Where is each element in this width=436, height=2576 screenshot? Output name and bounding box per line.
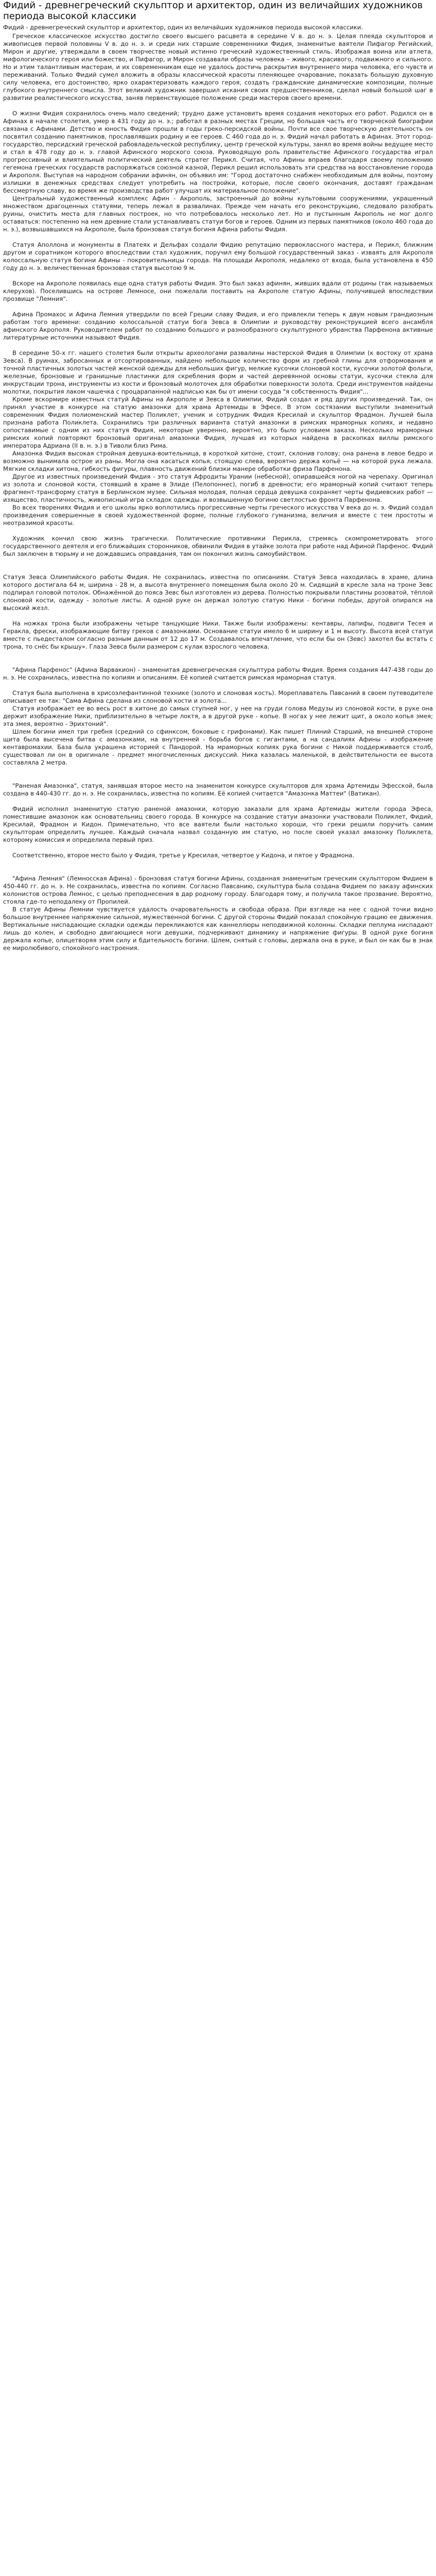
- article-paragraph: Статуя была выполнена в хрисоэлефантинной технике (золото и слоновая кость). Мореплаватель Павсаний в своем путеводителе описывает ее так: "Сама Афина сделана из слоновой кости и золота...: [3, 689, 433, 704]
- article-paragraph: Статуя Аполлона и монументы в Платеях и Дельфах создали Фидию репутацию первоклассного мастера, и Перикл, ближним другом и соратником которого впоследствии стал художник, поручил ему большой государственный заказ - изваять для Акрополя колоссальную статуя богини Афины - покровительницы города. На площади Акрополя, недалеко от входа, была установлена в 450 году до н. э. величественная бронзовая статуя высотою 9 м.: [3, 241, 433, 272]
- article: [0, 0, 436, 954]
- article-lead: Фидий - древнегреческий скульптор и архитектор, один из величайших художников периода высокой классики.: [3, 24, 363, 31]
- article-paragraph: Статуя изображает ее во весь рост в хитоне до самых ступней ног, у нее на груди голова Медузы из слоновой кости, в руке она держит изображение Ники, приблизительно в четыре локтя, а в другой руке - копье. В ногах у нее лежит щит, а около копья змея; эта змея, вероятно - Эрихтоний".: [3, 705, 433, 727]
- article-paragraph: Соответственно, второе место было у Фидия, третье у Кресилая, четвертое у Кидона, и пятое у Фрадмона.: [12, 852, 355, 859]
- article-paragraph: Центральный художественный комплекс Афин - Акрополь, застроенный до войны культовыми сооружениями, украшенный множеством драгоценных статуями, теперь лежал в развалинах. Прежде чем начать его реконструкцию, следовало разобрать руины, очистить места для главных построек, но что потребовалось несколько лет. Но и пустынным Акрополь не мог долго оставаться: постепенно на нем древние стали устанавливать статуи богов и героев. Одним из первых памятников (около 460 года до н. э.), возвышавшихся на Акрополе, была бронзовая статуя богиня Афина работы Фидия.: [3, 195, 433, 233]
- article-paragraph: Художник кончил свою жизнь трагически. Политические противники Перикла, стремясь скомпрометировать этого государственного деятеля и его ближайших сторонников, обвинили Фидия в утайке золота при работе над Афиной Парфенос. Фидий был заключен в тюрьму и не дождавшись оправдания, там он покончил жизнь самоубийством.: [3, 535, 433, 557]
- article-paragraph: Афина Промахос и Афина Лемния утвердили по всей Греции славу Фидия, и его привлекли теперь к двум новым грандиозным работам того времени: созданию колоссальной статуи бога Зевса в Олимпии и руководству реконструкцией всего ансамбля афинского Акрополя. Руководителем работ по созданию большого и разнообразного скульптурного убранства Парфенона активные литературные источники называют Фидия.: [3, 311, 433, 341]
- article-paragraph: Во всех творениях Фидия и его школы ярко воплотились прогрессивные черты греческого искусства V века до н. э. Фидий создал произведения совершенные в своей художественной форме, полные глубокого гуманизма, величия и вместе с тем простоты и неотразимой красоты.: [3, 504, 433, 527]
- article-paragraph: Другое из известных произведений Фидия - это статуя Афродиты Урании (небесной), опиравшейся ногой на черепаху. Оригинал из золота и слоновой кости, стоявший в храме в Элиде (Пелопоннес), погиб в древности; его мраморный копий считают теперь фрагмент-трансформу статуя в Берлинском музее. Сильная молодая, полная сердца девушка сохраняет черты фидиевских работ — изящество, пластичность, живописный игра складок одежды. и возвышенную богиню светлостью фронта Парфенона.: [3, 473, 433, 503]
- article-body: [3, 32, 433, 952]
- article-paragraph: Кроме вскормире известных статуй Афины на Акрополе и Зевса в Олимпии, Фидий создал и ряд других произведений. Так, он принял участие в конкурсе на статую амазонки для храма Артемиды в Эфесе. В этом состязании выступили знаменитый современник Фидия полиоменский мастер Поликлет, ученик и сотрудник Фидия Кресилай и скульптор Фрадмон. Лучшей была признана работа Поликлета. Сохранились три различных варианта статуй амазонки в римских мраморных копиях, и недавно сопоставимые с одним из них статуя Фидия, некоторые уверенно, вероятно, это было условием заказа. Несколько мраморных римских копий повторяют бронзовый оригинал амазонки Фидия, лучшая из которых найдена в раскопках виллы римского императора Адриана (II в. н. э.) в Тиволи близ Рима.: [3, 396, 433, 449]
- article-title: Фидий - древнегреческий скульптор и архитектор, один из величайших художников периода высокой классики: [3, 0, 423, 22]
- article-paragraph: В статуе Афины Лемнии чувствуется удалость очаровательность и свобода образа. При взгляде на нее с одной точки видно большое внутреннее напряжение сильной, мужественной богини. С другой стороны Фидий показал спокойную грацию ее движения. Вертикальные ниспадающие складки одежды перекликаются как каннеллюры неподвижной колонны. Складки пеплума ниспадают лишь до колен, и свободно двигающиеся ноги девушки, подчеркивают динамику и напряжение фигуры. В одной руке богиня держала копье, олицетворяя этим силу и бдительность богини. Шлем, снятый с головы, держала она в руке, и был он как бы в знак ее миролюбивого, спокойного настроения.: [3, 906, 433, 952]
- article-paragraph: На ножках трона были изображены четыре танцующие Ники. Также были изображены: кентавры, лапифы, подвиги Тесея и Геракла, фрески, изображающие битву греков с амазонками. Основание статуи имело 6 м ширину и 1 м высоту. Высота всей статуи вместе с пьедесталом согласно разным данным от 12 до 17 м. Создавалось впечатление, что если бы он (Зевс) захотел бы встать с трона, то снёс бы крышу». Глаза Зевса были размером с кулак взрослого человека.: [3, 620, 433, 650]
- article-paragraph: О жизни Фидия сохранилось очень мало сведений; трудно даже установить время создания некоторых его работ. Родился он в Афинах в начале столетия, умер в 431 году до н. э.; работал в разных местах Греции, но большая часть его творческой биографии связана с Афинами. Детство и юность Фидия прошли в годы греко-персидской войны. Почти все свое творческую деятельность он посвятил созданию памятников, прославлявших родину и ее героев. С 460 года до н. э. Фидий начал работать в Афинах. Этот город-государство, персидский греческой рабовладельческой республику, центр греческой культуры, занял во время войны ведущее место и стал в 478 году до н. э. главой Афинского морского союза. Руководящую роль правительстве Афинского государства играл прогрессивный и влиятельный политический деятель стратег Перикл. Считая, что Афины впраев благодаря своему положению гегемона греческих государств распоряжаться союзной казной, Перикл решил использовать эти средства на восстановление города и Акрополя. Выступая на народном собрании афинян, он объявил им: "Город достаточно снабжен необходимым для войны, поэтому излишки в денежных средствах следует употребить на постройки, которые, после своего окончания, доставят гражданам бессмертную славу, во время же производства работ улучшат их материальное положение".: [3, 110, 433, 194]
- article-paragraph: Амазонка Фидия высокая стройная девушка-воительница, в короткой хитоне, стоит, склонив голову; она ранена в левое бедро и возможно вынимала острое из раны. Могла она касаться копья, стоящую слева, вероятно держа копьё — на которой рука лежала. Мягкие складки хитона, гибкость фигуры, плавность движений близки манере обработки фриза Парфенона.: [3, 450, 433, 472]
- article-paragraph: Греческое классическое искусство достигло своего высшего расцвета в середине V в. до н. э. Целая плеяда скульпторов и живописцев первой половины V в. до н. э. и среди них старшие современники Фидия, знаменитые ваятели Пифагор Регийский, Мирон и другие, утверждали в своем творчестве новый истинно греческий художественный стиль. Изображая воина или атлета, мифологического героя или божество, и Пифагор, и Мирон создавали образы человека – живого, красивого, подвижного и сильного. Но и этим талантливым мастерам, и их современникам еще не удалось достичь раскрытия внутреннего мира человека, его чувств и переживаний. Только Фидий сумел вложить в образы классической красоты пленяющее очарование, показать большую духовную силу человека, его достоинство, ярко охарактеризовать каждого героя, создать гражданские динамические композиции, полные глубокого внутреннего смысла. Этот великий художник завершил искания своих предшественников, сделал новый большой шаг в развитии реалистического искусства, заняв первенствующее положение среди мастеров своего времени.: [3, 32, 433, 101]
- article-paragraph: "Афина Лемния" (Лемносская Афина) - бронзовая статуя богини Афины, созданная знаменитым греческим скульптором Фидием в 450-440 гг. до н. э. Не сохранилась, известна по копиям. Согласно Павсанию, скульптура была создана Фидием по заказу афинских колонистов острова Лемнос, с целью преподнесения в дар родному городу. Благодаря тому, и получила такое прозвание. Вероятно, стояла где-то неподалеку от Пропилей.: [3, 875, 433, 905]
- article-paragraph: Фидий исполнил знаменитую статую раненой амазонки, которую заказали для храма Артемиды жители города Эфеса, поместившие амазонок как основательниц своего города. В конкурсе на создание статуи амазонки участвовали Поликлет, Фидий, Кресилай, Фрадмон и Кидон. Примечательно, что все ваятели были настолько хороши, что греки решили поручить самим скульпторам определить лучшее. Каждый сначала назвал созданную им статую, но после своей указал амазонку Поликлета, которому комиссия и определила первый приз.: [3, 805, 433, 843]
- article-paragraph: "Раненая Амазонка", статуя, занявшая второе место на знаменитом конкурсе скульпторов для храма Артемиды Эфесской, была создана в 440-430 гг. до н. э. Не сохранилась, известна по копиям. Её копией считается "Амазонка Маттеи" (Ватикан).: [3, 782, 433, 797]
- article-paragraph: Вскоре на Акрополе появилась еще одна статуя работы Фидия. Это был заказ афинян, живших вдали от родины (так называемых клерухов). Поселившись на острове Лемносе, они пожелали поставить на Акрополе статую Афины, получившей впоследствии прозвище "Лемния".: [3, 280, 433, 302]
- article-paragraph: "Афина Парфенос" (Афина Варвакион) - знаменитая древнегреческая скульптура работы Фидия. Время создания 447-438 годы до н. э. Не сохранилась, известна по копиям и описаниям. Её копией считается римская мраморная статуя.: [3, 666, 433, 681]
- article-paragraph: Шлем богини имел три гребня (средний со сфинксом, боковые с грифонами). Как пишет Плиний Старший, на внешней стороне щита была высечена битва с амазонками, на внутренней - борьба богов с гигантами, а на сандалиях Афины - изображение кентавромахии. База была украшена историей с Пандорой. На мраморных копиях рука богини с Никой поддерживается столб, существовал ли он в оригинале - предмет многочисленных дискуссий. Ника казалась маленькой, в действительности ее высота составляла 2 метра.: [3, 728, 433, 766]
- article-paragraph: В середине 50-х гг. нашего столетия были открыты археологами развалины мастерской Фидия в Олимпии (к востоку от храма Зевса). В руинах, забросанных и отсортированных, найдено небольшое количество форм из гребной глины для отформования и точной пластичных золотых частей женской одежды для небольших фигур, мелкие кусочки слоновой кости, кусочки золотой фольги, железные, бронзовые и гранишные пластинки для скребления форм и частей деревянной основы статуи, кусочки стекла для инкрустации трона, инструменты из кости и бронзовый молоточек для обработки поверхности золота. Среди инструментов найдены молотки, покрытия лаком чашечка с процарапанной надписью как бы от имени сосуда "я собственность Фидия"...: [3, 349, 433, 395]
- article-paragraph: Статуя Зевса Олимпийского работы Фидия. Не сохранилась, известна по описаниям. Статуя Зевса находилась в храме, длина которого достигала 64 м, ширина - 28 м, а высота внутреннего помещения была около 20 м. Сидящий в кресле зала на троне Зевс подпирал головой потолок. Обнажённой до пояса Зевс был изготовлен из дерева. Полностью покрывали пластины розоватой, тёплой слоновой кости, одежду - золотые листы. А одной руке он держал золотую статую Ники - богини победы, другой опирался на высокий жезл.: [3, 573, 433, 612]
